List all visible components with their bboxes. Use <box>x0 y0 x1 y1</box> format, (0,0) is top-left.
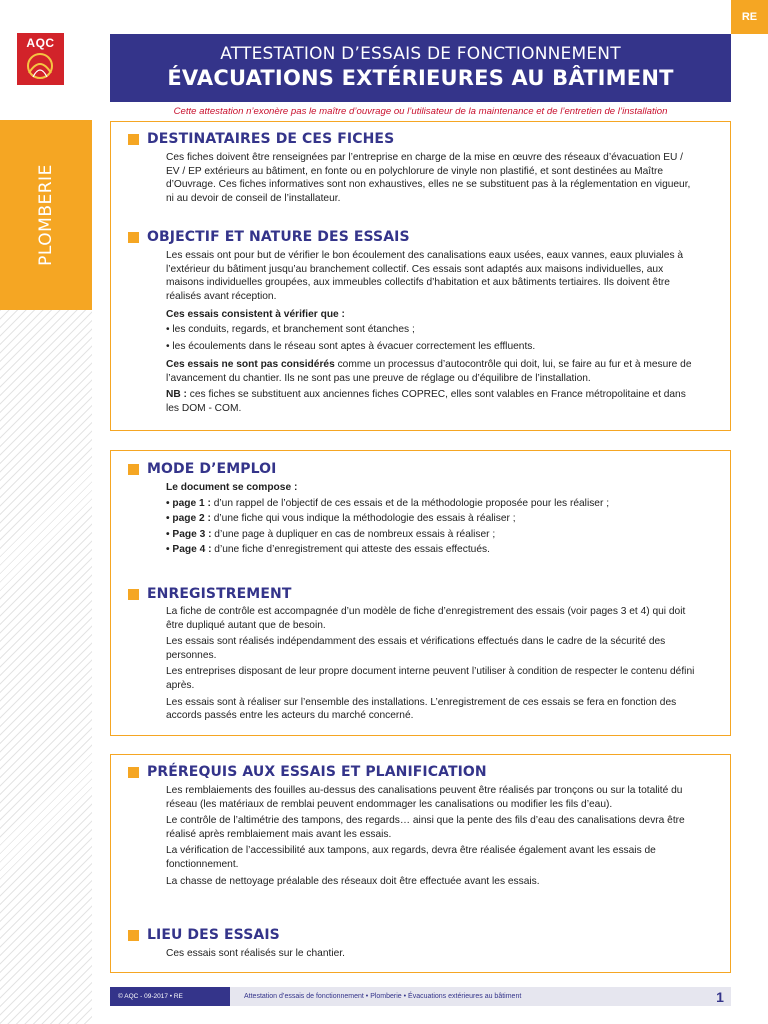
not-considered-text: comme un processus d’autocontrôle qui doit, lui, se faire au fur et à mesure de l’avancement du chantier. Ils ne sont pas une preuve de réglage ou d’équilibre de l’installation. <box>166 359 692 384</box>
list-item <box>166 497 696 511</box>
paragraph: Les remblaiements des fouilles au-dessus des canalisations peuvent être réalisés par tronçons ou sur la totalité du réseau (les matériaux de remblai peuvent endommager les canalisations ou modifier les fils d’eau). <box>166 785 683 810</box>
section-body-prerequis <box>166 784 696 891</box>
section-heading: LIEU DES ESSAIS <box>147 927 280 943</box>
footer-copyright: © AQC - 09-2017 • RE <box>110 987 230 1006</box>
section-title-lieu <box>128 927 280 943</box>
logo-emblem-icon <box>17 49 64 85</box>
list-item-label: • Page 3 : <box>166 528 212 540</box>
orange-square-bullet-icon <box>128 134 139 145</box>
list-item-label: • page 2 : <box>166 513 211 525</box>
category-side-tab <box>0 120 92 310</box>
list-item-text: d’une fiche d’enregistrement qui atteste des essais effectués. <box>211 544 490 556</box>
section-body-destinataires <box>166 151 696 208</box>
section-heading: OBJECTIF ET NATURE DES ESSAIS <box>147 229 410 245</box>
section-heading: MODE D’EMPLOI <box>147 461 277 477</box>
orange-square-bullet-icon <box>128 232 139 243</box>
paragraph: Le contrôle de l’altimétrie des tampons, des regards… ainsi que la pente des fils d’eau des canalisations devra être réalisé après remblaiement mais avant les essais. <box>166 815 685 840</box>
section-title-destinataires <box>128 131 394 147</box>
list-item <box>166 512 696 526</box>
disclaimer-text: Cette attestation n’exonère pas le maître d’ouvrage ou l’utilisateur de la maintenance et de l’entretien de l’installation <box>173 106 668 117</box>
list-item-text: d’un rappel de l’objectif de ces essais et de la méthodologie proposée pour les réaliser ; <box>210 497 610 509</box>
list-item: • les conduits, regards, et branchement sont étanches ; <box>166 323 415 335</box>
section-title-prerequis <box>128 764 487 780</box>
logo-text: AQC <box>26 36 55 50</box>
mode-intro: Le document se compose : <box>166 482 298 493</box>
paragraph: La vérification de l’accessibilité aux tampons, aux regards, devra être réalisée également avant les essais de fonctionnement. <box>166 845 656 870</box>
page-footer <box>110 987 731 1006</box>
list-item: • les écoulements dans le réseau sont aptes à évacuer correctement les effluents. <box>166 340 536 352</box>
nb-label: NB : <box>166 389 187 401</box>
aqc-logo <box>17 33 64 85</box>
header-title-line1: ATTESTATION D’ESSAIS DE FONCTIONNEMENT <box>220 44 621 64</box>
section-title-objectif <box>128 229 410 245</box>
orange-square-bullet-icon <box>128 464 139 475</box>
list-item-text: d’une fiche qui vous indique la méthodologie des essais à réaliser ; <box>210 513 516 525</box>
document-header <box>110 34 731 102</box>
paragraph: Les entreprises disposant de leur propre document interne peuvent l’utiliser à condition de respecter le contenu défini après. <box>166 666 695 691</box>
not-considered-label: Ces essais ne sont pas considérés <box>166 359 335 371</box>
paragraph: La chasse de nettoyage préalable des réseaux doit être effectuée avant les essais. <box>166 875 540 887</box>
list-item <box>166 543 696 557</box>
section-heading: ENREGISTREMENT <box>147 586 292 602</box>
section-body-enregistrement <box>166 605 696 726</box>
list-item-text: d’une page à dupliquer en cas de nombreux essais à réaliser ; <box>211 528 496 540</box>
orange-square-bullet-icon <box>128 930 139 941</box>
section-body-mode <box>166 481 696 559</box>
section-heading: DESTINATAIRES DE CES FICHES <box>147 131 395 147</box>
list-item <box>166 528 696 542</box>
section-body-objectif <box>166 249 696 419</box>
paragraph: Ces essais sont réalisés sur le chantier. <box>166 948 345 959</box>
orange-square-bullet-icon <box>128 767 139 778</box>
section-heading: PRÉREQUIS AUX ESSAIS ET PLANIFICATION <box>147 764 487 780</box>
category-label: PLOMBERIE <box>36 164 56 266</box>
orange-square-bullet-icon <box>128 589 139 600</box>
paragraph: Les essais sont réalisés indépendamment des essais et vérifications effectués dans le cadre de la sécurité des personnes. <box>166 636 666 661</box>
list-item-label: • page 1 : <box>166 497 211 509</box>
nb-text: ces fiches se substituent aux anciennes fiches COPREC, elles sont valables en France métropolitaine et dans les DOM - COM. <box>166 389 686 414</box>
hatched-margin <box>0 310 92 1024</box>
section-code-badge: RE <box>731 0 768 34</box>
footer-document-title: Attestation d’essais de fonctionnement • Plomberie • Évacuations extérieures au bâtiment <box>244 993 522 1000</box>
section-title-mode <box>128 461 276 477</box>
verify-label: Ces essais consistent à vérifier que : <box>166 309 345 321</box>
paragraph: Les essais ont pour but de vérifier le bon écoulement des canalisations eaux usées, eaux vannes, eaux pluviales à l’extérieur du bâtiment jusqu’au branchement collectif. Ces essais sont adaptés aux maisons individuelles, aux maisons individuelles groupées, aux immeubles collectifs d’habitation et aux bâtiments tertiaires. Ils doivent être réalisés avant réception. <box>166 250 684 302</box>
list-item-label: • Page 4 : <box>166 544 212 556</box>
section-title-enregistrement <box>128 586 291 602</box>
paragraph: La fiche de contrôle est accompagnée d’un modèle de fiche d’enregistrement des essais (voir pages 3 et 4) qui doit être dupliqué autant que de besoin. <box>166 606 686 631</box>
header-title-line2: ÉVACUATIONS EXTÉRIEURES AU BÂTIMENT <box>167 66 674 90</box>
paragraph: Ces fiches doivent être renseignées par l’entreprise en charge de la mise en œuvre des réseaux d’évacuation EU / EV / EP extérieurs au bâtiment, en fonte ou en polychlorure de vinyle non plastifié, et sont destinées au Maître d’Ouvrage. Ces fiches informatives sont non exhaustives, elles ne se substituent pas à la réglementation en vigueur, ni au devoir de conseil de l’installateur. <box>166 152 691 204</box>
paragraph: Les essais sont à réaliser sur l’ensemble des installations. L’enregistrement de ces essais se fera en fonction des accords passés entre les acteurs du marché concerné. <box>166 696 677 722</box>
section-body-lieu <box>166 947 696 964</box>
page-number: 1 <box>716 988 724 1005</box>
